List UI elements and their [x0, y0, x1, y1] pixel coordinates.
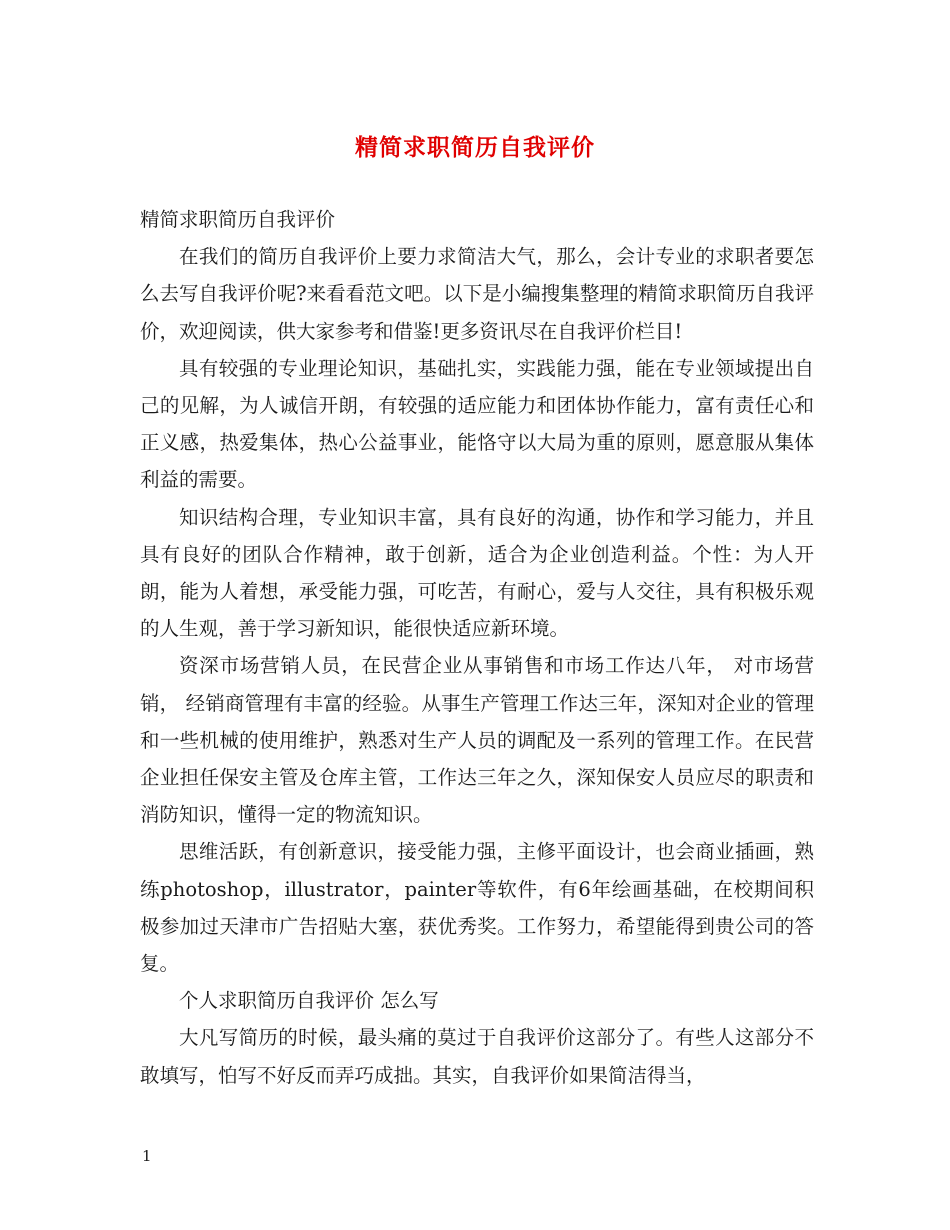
paragraph-intro: 在我们的简历自我评价上要力求简洁大气，那么，会计专业的求职者要怎么去写自我评价呢?来看看范文吧。以下是小编搜集整理的精简求职简历自我评价，欢迎阅读，供大家参考和借鉴!更多资讯尽在自我评价栏目! [140, 245, 814, 343]
paragraph-sample-3: 资深市场营销人员，在民营企业从事销售和市场工作达八年， 对市场营销， 经销商管理有丰富的经验。从事生产管理工作达三年，深知对企业的管理和一些机械的使用维护，熟悉对生产人员的调配及一系列的管理工作。在民营企业担任保安主管及仓库主管，工作达三年之久，深知保安人员应尽的职责和消防知识，懂得一定的物流知识。 [140, 654, 814, 827]
section-heading: 精简求职简历自我评价 [140, 208, 336, 231]
paragraph-continued: 大凡写简历的时候，最头痛的莫过于自我评价这部分了。有些人这部分不敢填写，怕写不好反而弄巧成拙。其实，自我评价如果简洁得当， [140, 1026, 814, 1087]
document-body [140, 201, 814, 1094]
paragraph-sample-4: 思维活跃，有创新意识，接受能力强，主修平面设计，也会商业插画，熟练photoshop，illustrator，painter等软件，有6年绘画基础，在校期间积极参加过天津市广告招贴大塞，获优秀奖。工作努力，希望能得到贵公司的答复。 [140, 840, 814, 976]
paragraph-sample-1: 具有较强的专业理论知识，基础扎实，实践能力强，能在专业领域提出自己的见解，为人诚信开朗，有较强的适应能力和团体协作能力，富有责任心和正义感，热爱集体，热心公益事业，能恪守以大局为重的原则，愿意服从集体利益的需要。 [140, 356, 814, 492]
document-title: 精简求职简历自我评价 [355, 134, 595, 161]
paragraph-sample-2: 知识结构合理，专业知识丰富，具有良好的沟通，协作和学习能力，并且具有良好的团队合作精神，敢于创新，适合为企业创造利益。个性：为人开朗，能为人着想，承受能力强，可吃苦，有耐心，爱与人交往，具有积极乐观的人生观，善于学习新知识，能很快适应新环境。 [140, 505, 814, 641]
page-number: 1 [142, 1147, 152, 1165]
subheading: 个人求职简历自我评价 怎么写 [179, 989, 439, 1013]
